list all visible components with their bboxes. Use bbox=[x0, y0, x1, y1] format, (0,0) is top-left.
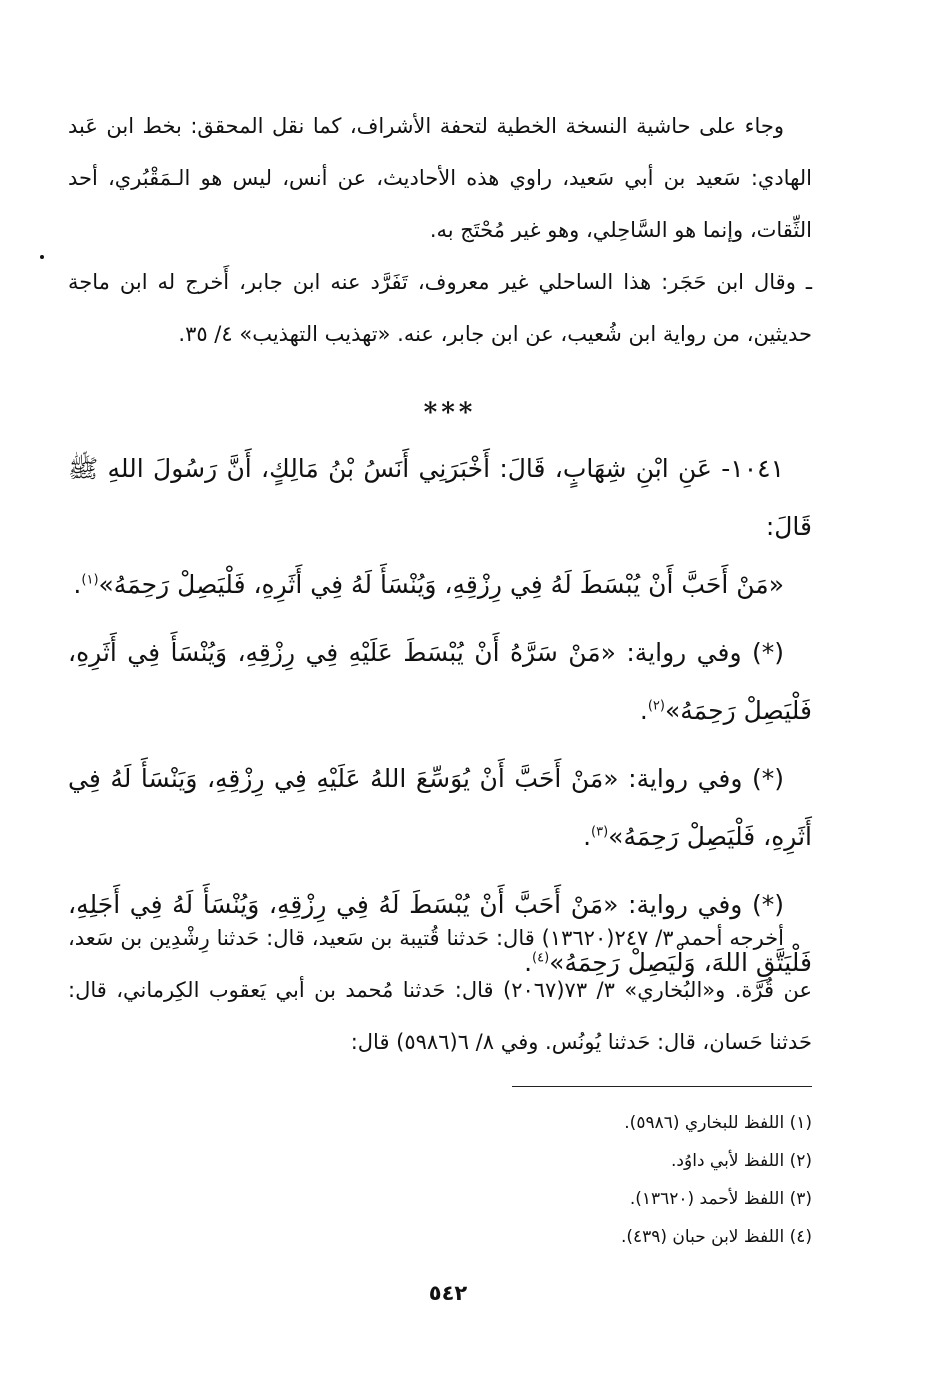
hadith-riwaya: (*) وفي رواية: «مَنْ أَحَبَّ أَنْ يُبْسَطَ لَهُ فِي رِزْقِهِ، وَيُنْسَأَ لَهُ فِي أَجَلِهِ، فَلْيَتَّقِ اللهَ، وَلْيَصِلْ رَحِمَهُ»$^{(٤)}$. bbox=[68, 890, 812, 977]
hadith-riwaya-text: (*) وفي رواية: «مَنْ أَحَبَّ أَنْ يُبْسَطَ لَهُ فِي رِزْقِهِ، وَيُنْسَأَ لَهُ فِي أَجَلِهِ، فَلْيَتَّقِ اللهَ، وَلْيَصِلْ رَحِمَهُ» bbox=[68, 890, 812, 977]
footnote-item: (٢) اللفظ لأبي داوُد. bbox=[671, 1151, 812, 1171]
hadith-riwaya-text: (*) وفي رواية: «مَنْ أَحَبَّ أَنْ يُوَسِّعَ اللهُ عَلَيْهِ فِي رِزْقِهِ، وَيَنْسَأَ لَهُ فِي أَثَرِهِ، فَلْيَصِلْ رَحِمَهُ» bbox=[68, 764, 812, 851]
takhrij-paragraph: أخرجه أحمد ٣/ ٢٤٧(١٣٦٢٠) قال: حَدثنا قُتيبة بن سَعيد، قال: حَدثنا رِشْدِين بن سَعد، عن قُرَّة. و«البُخاري» ٣/ ٧٣(٢٠٦٧) قال: حَدثنا مُحمد بن أبي يَعقوب الكِرماني، قال: حَدثنا حَسان، قال: حَدثنا يُونُس. وفي ٨/ ٦(٥٩٨٦) قال: bbox=[68, 926, 812, 1054]
footnote-ref[interactable]: (٢) bbox=[647, 698, 665, 714]
footnote-ref[interactable]: (٣) bbox=[591, 824, 609, 840]
commentary-block bbox=[68, 100, 812, 360]
footnote-ref[interactable]: (٤) bbox=[532, 950, 550, 966]
hadith-matn-text: «مَنْ أَحَبَّ أَنْ يُبْسَطَ لَهُ فِي رِزْقِهِ، وَيُنْسَأَ لَهُ فِي أَثَرِهِ، فَلْيَصِلْ رَحِمَهُ» bbox=[98, 570, 784, 599]
hadith-block bbox=[68, 440, 812, 992]
page-number: ٥٤٢ bbox=[428, 1281, 468, 1305]
takhrij-block bbox=[68, 912, 812, 1068]
commentary-paragraph: ـ وقال ابن حَجَر: هذا الساحلي غير معروف، تَفَرَّد عنه ابن جابر، أَخرج له ابن ماجة حديثين، من رواية ابن شُعيب، عن ابن جابر، عنه. «تهذيب التهذيب» ٤/ ٣٥. bbox=[68, 270, 812, 346]
footnotes-list bbox=[300, 1104, 812, 1256]
margin-dot bbox=[40, 255, 44, 259]
section-separator: *** bbox=[423, 398, 477, 428]
hadith-riwaya: (*) وفي رواية: «مَنْ سَرَّهُ أَنْ يُبْسَطَ عَلَيْهِ فِي رِزْقِهِ، وَيُنْسَأَ فِي أَثَرِهِ، فَلْيَصِلْ رَحِمَهُ»$^{(٢)}$. bbox=[68, 638, 812, 725]
footnote-item: (٤) اللفظ لابن حبان (٤٣٩). bbox=[620, 1227, 812, 1247]
hadith-riwaya-text: (*) وفي رواية: «مَنْ سَرَّهُ أَنْ يُبْسَطَ عَلَيْهِ فِي رِزْقِهِ، وَيُنْسَأَ فِي أَثَرِهِ، فَلْيَصِلْ رَحِمَهُ» bbox=[68, 638, 812, 725]
commentary-paragraph: وجاء على حاشية النسخة الخطية لتحفة الأشراف، كما نقل المحقق: بخط ابن عَبد الهادي: سَعيد بن أبي سَعيد، راوي هذه الأحاديث، عن أنس، ليس هو الـمَقْبُري، أحد الثِّقات، وإنما هو السَّاحِلي، وهو غير مُحْتَج به. bbox=[68, 114, 812, 242]
footnote-item: (٣) اللفظ لأحمد (١٣٦٢٠). bbox=[629, 1189, 812, 1209]
footnote-ref[interactable]: (١) bbox=[81, 572, 99, 588]
footnote-item: (١) اللفظ للبخاري (٥٩٨٦). bbox=[624, 1113, 812, 1133]
footnote-divider bbox=[512, 1086, 812, 1087]
hadith-riwaya: (*) وفي رواية: «مَنْ أَحَبَّ أَنْ يُوَسِّعَ اللهُ عَلَيْهِ فِي رِزْقِهِ، وَيَنْسَأَ لَهُ فِي أَثَرِهِ، فَلْيَصِلْ رَحِمَهُ»$^{(٣)}$. bbox=[68, 764, 812, 851]
hadith-intro: ١٠٤١- عَنِ ابْنِ شِهَابٍ، قَالَ: أَخْبَرَنِي أَنَسُ بْنُ مَالِكٍ، أَنَّ رَسُولَ اللهِ ﷺ قَالَ: bbox=[68, 454, 812, 541]
hadith-matn: «مَنْ أَحَبَّ أَنْ يُبْسَطَ لَهُ فِي رِزْقِهِ، وَيُنْسَأَ لَهُ فِي أَثَرِهِ، فَلْيَصِلْ رَحِمَهُ»$^{(١)}$. bbox=[73, 570, 784, 599]
